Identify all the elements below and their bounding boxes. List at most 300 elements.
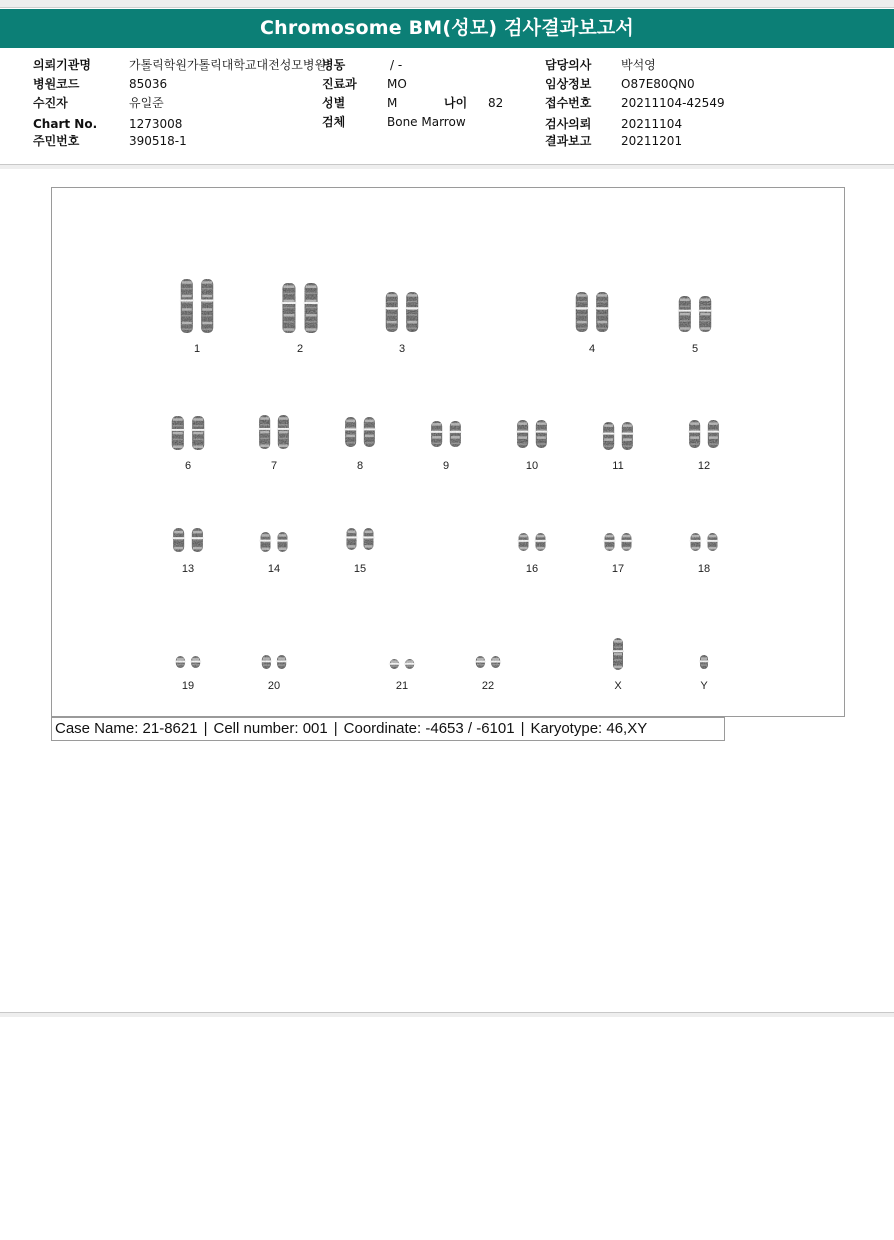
chromosome-band — [173, 425, 183, 427]
chromosome-band — [701, 657, 707, 660]
chromosome-band — [391, 665, 398, 667]
chromosome-pair-19 — [175, 656, 201, 668]
chromosome-band — [680, 306, 690, 308]
chromosome-band — [709, 422, 718, 425]
chromosome-band — [306, 300, 317, 303]
chromosome-pair-7 — [258, 415, 290, 449]
chromosome-band — [283, 285, 294, 288]
chromosome-band — [451, 443, 460, 445]
chromosome-band — [173, 445, 183, 448]
chromosome-band — [597, 321, 607, 324]
chromosome-band — [690, 436, 699, 439]
report-title: Chromosome BM(성모) 검사결과보고서 — [0, 9, 894, 48]
chromosome-band — [692, 535, 700, 538]
chromosome-pair-13 — [172, 528, 204, 552]
accession-label: 접수번호 — [545, 96, 592, 110]
centromere — [363, 536, 375, 538]
chromosome-band — [174, 547, 183, 550]
chromosome-band — [202, 315, 212, 317]
pair-label-16: 16 — [525, 563, 539, 575]
chromosome-band — [279, 444, 288, 447]
pair-label-5: 5 — [691, 343, 699, 355]
chromosome-band — [260, 444, 269, 447]
chromosome-band — [537, 443, 546, 445]
id-no-label: 주민번호 — [33, 134, 80, 148]
chromosome-band — [451, 436, 460, 439]
centromere — [678, 310, 692, 312]
chart-no-label: Chart No. — [33, 117, 98, 131]
pair-label-14: 14 — [267, 563, 281, 575]
chromosome-band — [202, 301, 212, 303]
clinical-info-value: O87E80QN0 — [621, 77, 695, 91]
chromosome-band — [193, 432, 203, 435]
id-no-value: 390518-1 — [129, 134, 187, 148]
physician-label: 담당의사 — [545, 58, 592, 72]
chromosome-band — [537, 535, 545, 538]
accession-value: 20211104-42549 — [621, 96, 725, 110]
karyotype: Karyotype: 46,XY — [530, 720, 648, 737]
chromosome-pair-10 — [516, 420, 548, 448]
institution-label: 의뢰기관명 — [33, 58, 91, 72]
chromosome-band — [701, 664, 707, 666]
chromosome-pair-3 — [385, 292, 419, 332]
chromosome-band — [604, 445, 613, 447]
chromosome-band — [407, 321, 417, 324]
chromosome-band — [477, 658, 484, 661]
chromosome-band — [365, 420, 374, 423]
chromosome-band — [614, 646, 622, 648]
chromosome-band — [406, 665, 413, 667]
pair-label-9: 9 — [442, 460, 450, 472]
centromere — [277, 428, 290, 430]
chromosome-band — [477, 664, 484, 666]
pair-label-y: Y — [700, 680, 708, 692]
chromosome-band — [202, 328, 212, 330]
centromere — [346, 536, 358, 538]
chromosome-pair-20 — [261, 655, 287, 669]
pair-label-4: 4 — [588, 343, 596, 355]
chromosome-band — [306, 328, 317, 331]
chromosome-band — [387, 327, 397, 329]
chromosome-band — [407, 327, 417, 329]
chromosome-band — [263, 657, 270, 660]
chromosome-band — [278, 664, 285, 666]
top-rule — [0, 0, 894, 8]
chromosome-band — [279, 417, 288, 420]
chromosome-band — [614, 653, 622, 656]
chromosome-band — [279, 534, 287, 537]
chromosome-band — [432, 423, 441, 426]
chromosome-band — [365, 545, 373, 548]
chromosome-band — [604, 438, 613, 441]
chromosome-band — [700, 313, 710, 316]
chromosome-band — [192, 664, 199, 666]
chromosome-band — [306, 285, 317, 288]
sex-value: M — [387, 96, 398, 110]
chromosome-band — [348, 530, 356, 533]
chromosome-band — [193, 425, 203, 427]
chromosome-pair-12 — [688, 420, 720, 448]
centromere — [363, 428, 376, 430]
chromosome-band — [262, 534, 270, 537]
pair-label-20: 20 — [267, 680, 281, 692]
chromosome-band — [279, 438, 288, 440]
chromosome-band — [260, 431, 269, 434]
pair-label-6: 6 — [184, 460, 192, 472]
chromosome-band — [306, 293, 317, 295]
chromosome-pair-5 — [678, 296, 712, 332]
chromosome-band — [279, 431, 288, 434]
chromosome-band — [597, 314, 607, 316]
chromosome-pair-x — [612, 638, 624, 670]
chromosome-band — [623, 547, 631, 550]
centromere — [621, 540, 633, 542]
pair-label-8: 8 — [356, 460, 364, 472]
chromosome-band — [680, 298, 690, 301]
centromere — [595, 307, 609, 309]
chromosome-band — [202, 281, 212, 284]
chromosome-band — [690, 443, 699, 445]
chromosome-band — [432, 443, 441, 445]
ward-label: 병동 — [322, 58, 346, 72]
coordinate: Coordinate: -4653 / -6101 — [343, 720, 515, 737]
chromosome-band — [407, 314, 417, 316]
centromere — [575, 307, 589, 309]
caption-separator: | — [333, 720, 338, 737]
pair-label-21: 21 — [395, 680, 409, 692]
centromere — [385, 307, 399, 309]
chromosome-pair-1 — [180, 279, 214, 333]
caption-separator: | — [203, 720, 208, 737]
chromosome-band — [391, 660, 398, 663]
chromosome-band — [577, 321, 587, 324]
centromere — [304, 302, 319, 304]
chromosome-band — [192, 658, 199, 661]
chromosome-band — [182, 301, 192, 303]
chromosome-band — [202, 288, 212, 290]
centromere — [699, 660, 709, 662]
chromosome-band — [182, 328, 192, 330]
chromosome-pair-8 — [344, 417, 376, 447]
report-date-value: 20211201 — [621, 134, 683, 148]
pair-label-x: X — [614, 680, 622, 692]
chromosome-band — [306, 321, 317, 323]
chromosome-band — [700, 306, 710, 308]
ward-value: / - — [390, 58, 403, 72]
department-value: MO — [387, 77, 407, 91]
chromosome-band — [193, 531, 202, 534]
chromosome-band — [387, 301, 397, 303]
chromosome-band — [520, 535, 528, 538]
chromosome-band — [537, 547, 545, 550]
institution-value: 가톨릭학원가톨릭대학교대전성모병원 — [129, 58, 327, 72]
chromosome-band — [518, 436, 527, 439]
chromosome-band — [262, 547, 270, 550]
chromosome-pair-16 — [518, 533, 547, 551]
centromere — [535, 540, 547, 542]
pair-label-15: 15 — [353, 563, 367, 575]
chromosome-band — [182, 315, 192, 317]
chromosome-band — [432, 436, 441, 439]
centromere — [707, 431, 720, 433]
chromosome-pair-18 — [690, 533, 719, 551]
centromere — [604, 540, 616, 542]
age-value: 82 — [488, 96, 504, 110]
karyogram-caption — [51, 717, 725, 741]
sex-label: 성별 — [322, 96, 346, 110]
chromosome-band — [182, 288, 192, 290]
centromere — [180, 300, 194, 302]
chromosome-band — [173, 432, 183, 435]
chromosome-band — [260, 424, 269, 426]
chromosome-band — [451, 423, 460, 426]
chromosome-band — [597, 327, 607, 329]
chromosome-band — [263, 664, 270, 666]
chromosome-band — [279, 424, 288, 426]
chromosome-band — [283, 300, 294, 303]
pair-label-18: 18 — [697, 563, 711, 575]
chromosome-band — [182, 295, 192, 298]
hospital-code-value: 85036 — [129, 77, 168, 91]
chromosome-band — [606, 547, 614, 550]
chromosome — [201, 279, 213, 333]
centromere — [277, 540, 289, 542]
chromosome-band — [202, 308, 212, 311]
pair-label-10: 10 — [525, 460, 539, 472]
centromere — [191, 537, 204, 539]
case-name: Case Name: 21-8621 — [55, 720, 198, 737]
centromere — [518, 540, 530, 542]
chromosome-band — [306, 314, 317, 317]
chromosome-band — [606, 535, 614, 538]
chromosome-band — [700, 298, 710, 301]
chromosome-band — [520, 547, 528, 550]
report-date-label: 결과보고 — [545, 134, 592, 148]
chromosome-band — [182, 281, 192, 284]
chromosome-band — [306, 307, 317, 309]
pair-label-19: 19 — [181, 680, 195, 692]
chromosome-pair-9 — [430, 421, 462, 447]
chromosome-band — [597, 294, 607, 297]
request-date-value: 20211104 — [621, 117, 683, 131]
chromosome-pair-14 — [260, 532, 289, 552]
chromosome-band — [283, 293, 294, 295]
centromere — [276, 660, 287, 662]
chromosome-band — [260, 438, 269, 440]
chromosome-band — [173, 439, 183, 441]
request-date-label: 검사의뢰 — [545, 117, 592, 131]
chromosome-band — [604, 424, 613, 427]
chromosome-band — [709, 443, 718, 445]
chromosome-band — [174, 531, 183, 534]
chromosome-band — [278, 657, 285, 660]
chromosome-band — [406, 660, 413, 663]
chromosome-band — [202, 295, 212, 298]
chromosome-band — [577, 294, 587, 297]
chromosome-band — [623, 535, 631, 538]
chromosome-band — [193, 445, 203, 448]
karyogram-image — [51, 187, 845, 717]
centromere — [190, 661, 201, 663]
chromosome-band — [346, 442, 355, 444]
chromosome-band — [518, 422, 527, 425]
chromosome — [576, 292, 588, 332]
chromosome-band — [577, 327, 587, 329]
physician-value: 박석영 — [621, 58, 656, 72]
chromosome-band — [348, 545, 356, 548]
header-divider — [0, 164, 894, 169]
chromosome — [386, 292, 398, 332]
chromosome-band — [407, 301, 417, 303]
chromosome-pair-17 — [604, 533, 633, 551]
chromosome-band — [202, 322, 212, 325]
hospital-code-label: 병원코드 — [33, 77, 80, 91]
chromosome-band — [597, 301, 607, 303]
centromere — [621, 433, 634, 435]
chromosome-band — [623, 445, 632, 447]
pair-label-11: 11 — [612, 460, 624, 472]
centromere — [389, 663, 400, 665]
karyogram-chromosomes — [52, 188, 844, 716]
centromere — [449, 431, 462, 433]
centromere — [698, 310, 712, 312]
chromosome-pair-4 — [575, 292, 609, 332]
centromere — [404, 663, 415, 665]
centromere — [260, 540, 272, 542]
chromosome-band — [577, 301, 587, 303]
centromere — [690, 540, 702, 542]
chromosome-band — [614, 640, 622, 643]
chromosome-band — [283, 314, 294, 317]
chromosome-pair-21 — [389, 659, 415, 669]
specimen-label: 검체 — [322, 115, 346, 129]
age-label: 나이 — [444, 96, 468, 110]
centromere — [200, 300, 214, 302]
chromosome-band — [193, 418, 203, 421]
centromere — [405, 307, 419, 309]
chromosome-band — [680, 320, 690, 322]
chromosome-band — [692, 547, 700, 550]
centromere — [707, 540, 719, 542]
centromere — [475, 661, 486, 663]
centromere — [612, 650, 624, 652]
chromosome-band — [387, 294, 397, 297]
patient-value: 유일준 — [129, 96, 164, 110]
chromosome-band — [365, 435, 374, 438]
centromere — [535, 431, 548, 433]
pair-label-2: 2 — [296, 343, 304, 355]
chromosome-band — [700, 327, 710, 330]
centromere — [191, 429, 205, 431]
chromosome-band — [700, 320, 710, 322]
chromosome-band — [387, 314, 397, 316]
chromosome-band — [623, 438, 632, 441]
chromosome-band — [537, 436, 546, 439]
centromere — [258, 428, 271, 430]
pair-label-7: 7 — [270, 460, 278, 472]
chromosome-band — [283, 321, 294, 323]
chromosome-pair-y — [699, 655, 709, 669]
centromere — [344, 428, 357, 430]
patient-label: 수진자 — [33, 96, 68, 110]
chromosome-band — [365, 442, 374, 444]
chromosome-band — [173, 418, 183, 421]
chromosome-band — [537, 422, 546, 425]
chromosome-band — [577, 314, 587, 316]
centromere — [688, 431, 701, 433]
chromosome-band — [193, 439, 203, 441]
department-label: 진료과 — [322, 77, 357, 91]
chromosome-band — [177, 664, 184, 666]
chromosome-band — [193, 547, 202, 550]
centromere — [490, 661, 501, 663]
chart-no-value: 1273008 — [129, 117, 183, 131]
chromosome-band — [283, 307, 294, 309]
chromosome-band — [709, 436, 718, 439]
chromosome-pair-15 — [346, 528, 375, 550]
centromere — [430, 431, 443, 433]
chromosome-band — [279, 547, 287, 550]
chromosome-band — [177, 658, 184, 661]
pair-label-17: 17 — [611, 563, 625, 575]
centromere — [281, 302, 296, 304]
chromosome-band — [182, 322, 192, 325]
centromere — [516, 431, 529, 433]
centromere — [602, 433, 615, 435]
chromosome-pair-22 — [475, 656, 501, 668]
chromosome-band — [680, 327, 690, 330]
chromosome-band — [492, 664, 499, 666]
chromosome-band — [260, 417, 269, 420]
caption-separator: | — [520, 720, 525, 737]
specimen-value: Bone Marrow — [387, 115, 466, 129]
centromere — [171, 429, 185, 431]
chromosome-band — [387, 321, 397, 324]
chromosome — [181, 279, 193, 333]
chromosome-band — [365, 530, 373, 533]
chromosome-pair-6 — [171, 416, 205, 450]
chromosome-band — [346, 435, 355, 438]
chromosome-pair-2 — [281, 283, 318, 333]
chromosome-band — [518, 443, 527, 445]
chromosome-band — [614, 666, 622, 669]
chromosome-band — [680, 313, 690, 316]
chromosome-pair-11 — [602, 422, 634, 450]
centromere — [172, 537, 185, 539]
chromosome-band — [623, 424, 632, 427]
chromosome-band — [614, 659, 622, 661]
clinical-info-label: 임상정보 — [545, 77, 592, 91]
chromosome-band — [182, 308, 192, 311]
chromosome — [596, 292, 608, 332]
chromosome-band — [709, 547, 717, 550]
pair-label-12: 12 — [697, 460, 711, 472]
pair-label-13: 13 — [181, 563, 195, 575]
footer-divider — [0, 1012, 894, 1017]
cell-number: Cell number: 001 — [213, 720, 328, 737]
chromosome-band — [492, 658, 499, 661]
chromosome-band — [709, 535, 717, 538]
chromosome-band — [346, 420, 355, 423]
centromere — [261, 660, 272, 662]
chromosome-band — [407, 294, 417, 297]
pair-label-3: 3 — [398, 343, 406, 355]
pair-label-22: 22 — [481, 680, 495, 692]
chromosome-band — [690, 422, 699, 425]
centromere — [175, 661, 186, 663]
pair-label-1: 1 — [193, 343, 201, 355]
chromosome — [406, 292, 418, 332]
